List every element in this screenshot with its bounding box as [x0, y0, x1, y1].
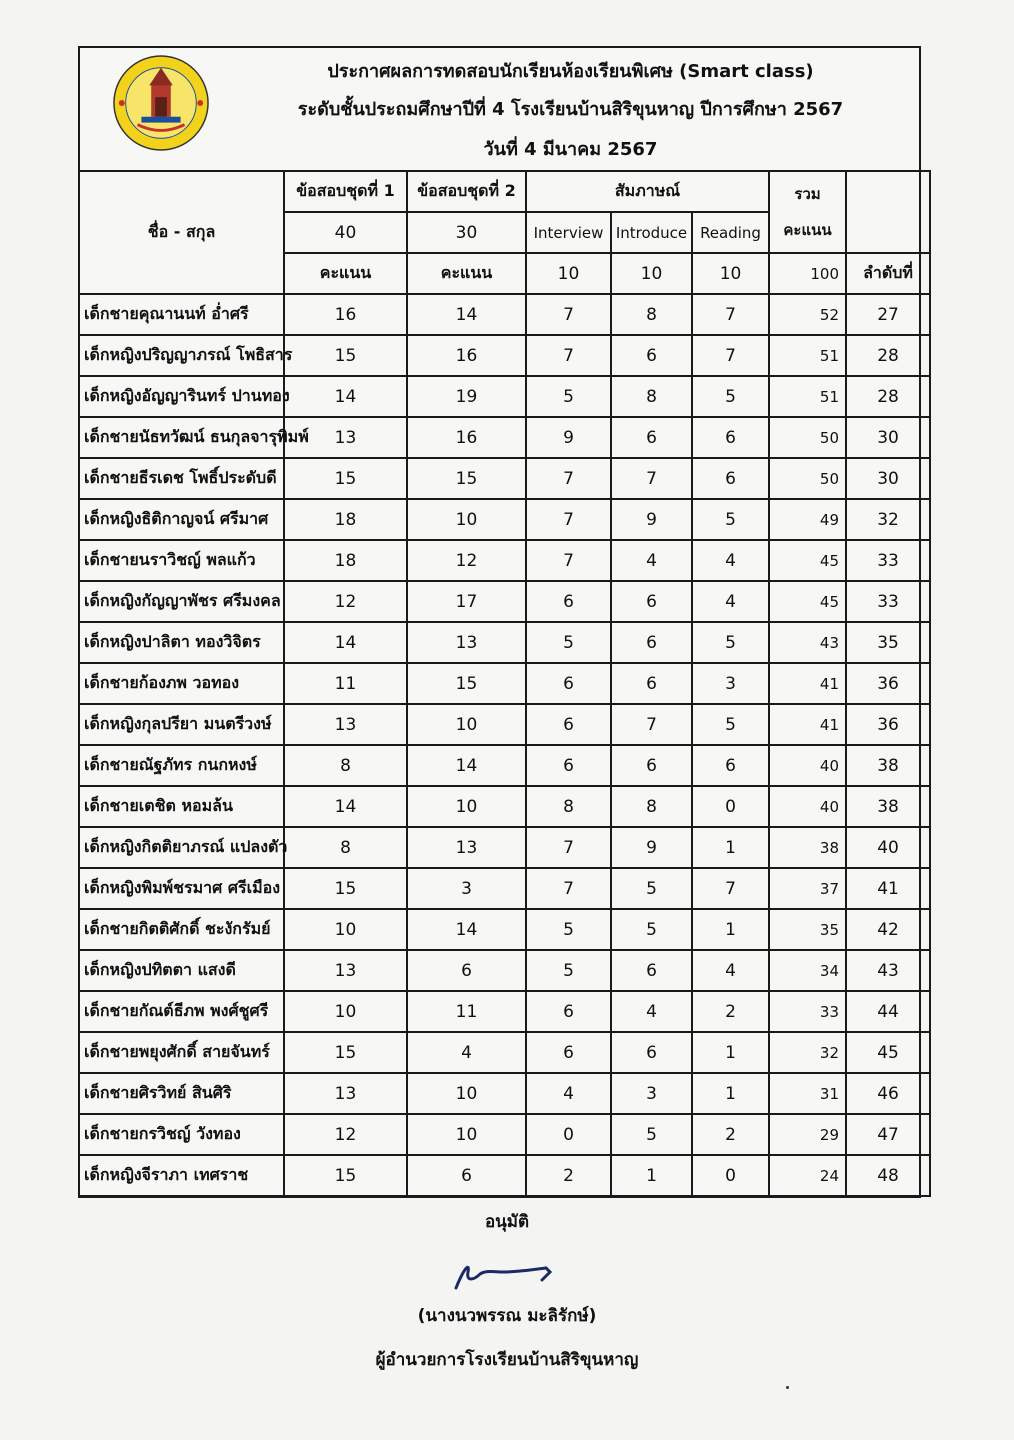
- student-name: เด็กชายเตชิต หอมล้น: [79, 786, 284, 827]
- set1-score: 16: [284, 294, 407, 335]
- total-score: 31: [769, 1073, 846, 1114]
- reading-score: 7: [692, 335, 769, 376]
- paper-speck: [786, 1386, 789, 1389]
- header-interview-max: 10: [526, 253, 611, 294]
- set2-score: 15: [407, 663, 526, 704]
- interview-score: 9: [526, 417, 611, 458]
- introduce-score: 5: [611, 868, 692, 909]
- reading-score: 5: [692, 376, 769, 417]
- total-score: 50: [769, 458, 846, 499]
- total-score: 41: [769, 663, 846, 704]
- header-interview-group: สัมภาษณ์: [526, 171, 769, 212]
- set1-score: 12: [284, 581, 407, 622]
- set2-score: 3: [407, 868, 526, 909]
- table-row: [79, 294, 930, 335]
- set1-score: 14: [284, 622, 407, 663]
- table-row: [79, 1155, 930, 1196]
- set1-score: 15: [284, 1155, 407, 1196]
- reading-score: 1: [692, 1073, 769, 1114]
- reading-score: 6: [692, 458, 769, 499]
- student-name: เด็กชายนัธทวัฒน์ ธนกุลจารุพิมพ์: [79, 417, 284, 458]
- set1-score: 18: [284, 499, 407, 540]
- header-unit1: คะแนน: [284, 253, 407, 294]
- student-name: เด็กหญิงธิติกาญจน์ ศรีมาศ: [79, 499, 284, 540]
- rank: 48: [846, 1155, 930, 1196]
- set2-score: 13: [407, 622, 526, 663]
- introduce-score: 5: [611, 909, 692, 950]
- table-row: [79, 745, 930, 786]
- student-name: เด็กหญิงปทิตตา แสงดี: [79, 950, 284, 991]
- interview-score: 6: [526, 663, 611, 704]
- set2-score: 6: [407, 1155, 526, 1196]
- header-introduce: Introduce: [611, 212, 692, 253]
- interview-score: 7: [526, 294, 611, 335]
- header-set1-max: 40: [284, 212, 407, 253]
- student-name: เด็กชายกัณต์ธีภพ พงศ์ชูศรี: [79, 991, 284, 1032]
- score-table: [78, 170, 931, 1197]
- table-row: [79, 1114, 930, 1155]
- table-row: [79, 950, 930, 991]
- rank: 36: [846, 704, 930, 745]
- reading-score: 1: [692, 827, 769, 868]
- introduce-score: 4: [611, 540, 692, 581]
- rank: 33: [846, 540, 930, 581]
- reading-score: 5: [692, 622, 769, 663]
- interview-score: 6: [526, 1032, 611, 1073]
- total-score: 38: [769, 827, 846, 868]
- introduce-score: 5: [611, 1114, 692, 1155]
- table-row: [79, 704, 930, 745]
- introduce-score: 4: [611, 991, 692, 1032]
- header-set1: ข้อสอบชุดที่ 1: [284, 171, 407, 212]
- interview-score: 7: [526, 499, 611, 540]
- rank: 28: [846, 335, 930, 376]
- student-name: เด็กหญิงปาลิตา ทองวิจิตร: [79, 622, 284, 663]
- set2-score: 11: [407, 991, 526, 1032]
- table-row: [79, 663, 930, 704]
- rank: 45: [846, 1032, 930, 1073]
- rank: 38: [846, 745, 930, 786]
- total-score: 45: [769, 540, 846, 581]
- total-score: 33: [769, 991, 846, 1032]
- student-name: เด็กชายณัฐภัทร กนกหงษ์: [79, 745, 284, 786]
- interview-score: 7: [526, 827, 611, 868]
- interview-score: 6: [526, 991, 611, 1032]
- student-name: เด็กชายกรวิชญ์ วังทอง: [79, 1114, 284, 1155]
- approve-label: อนุมัติ: [484, 1212, 530, 1232]
- header-name: ชื่อ - สกุล: [79, 171, 284, 294]
- announcement-header: [80, 48, 919, 172]
- table-row: [79, 1032, 930, 1073]
- header-rank-spacer: [846, 171, 930, 253]
- introduce-score: 9: [611, 827, 692, 868]
- set1-score: 13: [284, 417, 407, 458]
- rank: 30: [846, 417, 930, 458]
- set1-score: 13: [284, 950, 407, 991]
- table-row: [79, 786, 930, 827]
- set2-score: 10: [407, 786, 526, 827]
- header-interview: Interview: [526, 212, 611, 253]
- rank: 27: [846, 294, 930, 335]
- reading-score: 2: [692, 991, 769, 1032]
- rank: 38: [846, 786, 930, 827]
- total-score: 34: [769, 950, 846, 991]
- table-row: [79, 622, 930, 663]
- interview-score: 0: [526, 1114, 611, 1155]
- introduce-score: 7: [611, 458, 692, 499]
- set2-score: 10: [407, 704, 526, 745]
- set2-score: 10: [407, 1073, 526, 1114]
- set1-score: 10: [284, 991, 407, 1032]
- header-rank: ลำดับที่: [846, 253, 930, 294]
- introduce-score: 9: [611, 499, 692, 540]
- interview-score: 7: [526, 540, 611, 581]
- rank: 35: [846, 622, 930, 663]
- reading-score: 7: [692, 868, 769, 909]
- reading-score: 5: [692, 704, 769, 745]
- set1-score: 13: [284, 1073, 407, 1114]
- header-total-line1: รวม: [794, 185, 821, 203]
- table-row: [79, 499, 930, 540]
- total-score: 41: [769, 704, 846, 745]
- interview-score: 5: [526, 950, 611, 991]
- set2-score: 19: [407, 376, 526, 417]
- interview-score: 5: [526, 909, 611, 950]
- set2-score: 10: [407, 499, 526, 540]
- set2-score: 16: [407, 417, 526, 458]
- student-name: เด็กชายนราวิชญ์ พลแก้ว: [79, 540, 284, 581]
- interview-score: 5: [526, 622, 611, 663]
- interview-score: 8: [526, 786, 611, 827]
- interview-score: 6: [526, 581, 611, 622]
- rank: 42: [846, 909, 930, 950]
- table-row: [79, 581, 930, 622]
- announcement-date: วันที่ 4 มีนาคม 2567: [483, 139, 658, 160]
- header-reading: Reading: [692, 212, 769, 253]
- introduce-score: 6: [611, 950, 692, 991]
- set1-score: 8: [284, 745, 407, 786]
- header-total-line2: คะแนน: [783, 221, 832, 239]
- set2-score: 10: [407, 1114, 526, 1155]
- rank: 47: [846, 1114, 930, 1155]
- rank: 30: [846, 458, 930, 499]
- total-score: 35: [769, 909, 846, 950]
- rank: 33: [846, 581, 930, 622]
- total-score: 45: [769, 581, 846, 622]
- set2-score: 6: [407, 950, 526, 991]
- announcement-frame: [78, 46, 921, 1198]
- total-score: 40: [769, 786, 846, 827]
- signer-position: ผู้อำนวยการโรงเรียนบ้านสิริขุนหาญ: [375, 1350, 639, 1370]
- reading-score: 4: [692, 581, 769, 622]
- table-row: [79, 458, 930, 499]
- interview-score: 7: [526, 458, 611, 499]
- set2-score: 14: [407, 909, 526, 950]
- total-score: 29: [769, 1114, 846, 1155]
- interview-score: 6: [526, 704, 611, 745]
- introduce-score: 6: [611, 335, 692, 376]
- student-name: เด็กหญิงอัญญารินทร์ ปานทอง: [79, 376, 284, 417]
- announcement-title: ประกาศผลการทดสอบนักเรียนห้องเรียนพิเศษ (Smart class): [327, 61, 814, 82]
- reading-score: 0: [692, 786, 769, 827]
- set2-score: 15: [407, 458, 526, 499]
- reading-score: 1: [692, 1032, 769, 1073]
- set1-score: 15: [284, 1032, 407, 1073]
- introduce-score: 3: [611, 1073, 692, 1114]
- signer-name: (นางนวพรรณ มะลิรักษ์): [417, 1306, 597, 1326]
- header-total-max: 100: [769, 253, 846, 294]
- introduce-score: 6: [611, 663, 692, 704]
- set2-score: 4: [407, 1032, 526, 1073]
- rank: 36: [846, 663, 930, 704]
- student-name: เด็กหญิงกุลปรียา มนตรีวงษ์: [79, 704, 284, 745]
- student-name: เด็กหญิงพิมพ์ชรมาศ ศรีเมือง: [79, 868, 284, 909]
- header-reading-max: 10: [692, 253, 769, 294]
- set1-score: 14: [284, 376, 407, 417]
- set2-score: 14: [407, 294, 526, 335]
- rank: 32: [846, 499, 930, 540]
- set1-score: 10: [284, 909, 407, 950]
- reading-score: 1: [692, 909, 769, 950]
- total-score: 49: [769, 499, 846, 540]
- rank: 28: [846, 376, 930, 417]
- table-row: [79, 868, 930, 909]
- introduce-score: 6: [611, 417, 692, 458]
- set1-score: 14: [284, 786, 407, 827]
- set2-score: 16: [407, 335, 526, 376]
- rank: 43: [846, 950, 930, 991]
- reading-score: 6: [692, 417, 769, 458]
- set1-score: 13: [284, 704, 407, 745]
- introduce-score: 6: [611, 745, 692, 786]
- set2-score: 13: [407, 827, 526, 868]
- table-row: [79, 335, 930, 376]
- rank: 46: [846, 1073, 930, 1114]
- table-row: [79, 376, 930, 417]
- header-set2-max: 30: [407, 212, 526, 253]
- set1-score: 15: [284, 335, 407, 376]
- set2-score: 14: [407, 745, 526, 786]
- total-score: 24: [769, 1155, 846, 1196]
- table-row: [79, 991, 930, 1032]
- reading-score: 0: [692, 1155, 769, 1196]
- interview-score: 5: [526, 376, 611, 417]
- interview-score: 2: [526, 1155, 611, 1196]
- introduce-score: 7: [611, 704, 692, 745]
- total-score: 50: [769, 417, 846, 458]
- reading-score: 2: [692, 1114, 769, 1155]
- total-score: 43: [769, 622, 846, 663]
- reading-score: 4: [692, 950, 769, 991]
- set2-score: 17: [407, 581, 526, 622]
- header-unit2: คะแนน: [407, 253, 526, 294]
- total-score: 51: [769, 335, 846, 376]
- introduce-score: 8: [611, 376, 692, 417]
- introduce-score: 1: [611, 1155, 692, 1196]
- set1-score: 15: [284, 868, 407, 909]
- introduce-score: 6: [611, 1032, 692, 1073]
- student-name: เด็กชายธีรเดช โพธิ์ประดับดี: [79, 458, 284, 499]
- student-name: เด็กหญิงปริญญาภรณ์ โพธิสาร: [79, 335, 284, 376]
- reading-score: 4: [692, 540, 769, 581]
- student-name: เด็กชายกิตติศักดิ์ ชะงักรัมย์: [79, 909, 284, 950]
- introduce-score: 6: [611, 622, 692, 663]
- rank: 44: [846, 991, 930, 1032]
- header-set2: ข้อสอบชุดที่ 2: [407, 171, 526, 212]
- header-total: [769, 171, 846, 253]
- student-name: เด็กชายพยุงศักดิ์ สายจันทร์: [79, 1032, 284, 1073]
- introduce-score: 8: [611, 294, 692, 335]
- table-row: [79, 909, 930, 950]
- set1-score: 15: [284, 458, 407, 499]
- interview-score: 7: [526, 868, 611, 909]
- set1-score: 8: [284, 827, 407, 868]
- set2-score: 12: [407, 540, 526, 581]
- total-score: 52: [769, 294, 846, 335]
- rank: 40: [846, 827, 930, 868]
- table-row: [79, 1073, 930, 1114]
- introduce-score: 6: [611, 581, 692, 622]
- interview-score: 7: [526, 335, 611, 376]
- header-introduce-max: 10: [611, 253, 692, 294]
- total-score: 40: [769, 745, 846, 786]
- table-row: [79, 417, 930, 458]
- set1-score: 12: [284, 1114, 407, 1155]
- student-name: เด็กชายคุณานนท์ อ่ำศรี: [79, 294, 284, 335]
- set1-score: 11: [284, 663, 407, 704]
- total-score: 51: [769, 376, 846, 417]
- introduce-score: 8: [611, 786, 692, 827]
- interview-score: 6: [526, 745, 611, 786]
- header-row-1: [79, 171, 930, 212]
- reading-score: 3: [692, 663, 769, 704]
- announcement-subtitle: ระดับชั้นประถมศึกษาปีที่ 4 โรงเรียนบ้านสิริขุนหาญ ปีการศึกษา 2567: [297, 99, 844, 120]
- signature-icon: [446, 1258, 566, 1292]
- set1-score: 18: [284, 540, 407, 581]
- reading-score: 6: [692, 745, 769, 786]
- interview-score: 4: [526, 1073, 611, 1114]
- rank: 41: [846, 868, 930, 909]
- student-name: เด็กหญิงกิตติยาภรณ์ แปลงตัว: [79, 827, 284, 868]
- student-name: เด็กหญิงกัญญาพัชร ศรีมงคล: [79, 581, 284, 622]
- table-row: [79, 540, 930, 581]
- total-score: 37: [769, 868, 846, 909]
- reading-score: 5: [692, 499, 769, 540]
- table-row: [79, 827, 930, 868]
- student-name: เด็กชายก้องภพ วอทอง: [79, 663, 284, 704]
- total-score: 32: [769, 1032, 846, 1073]
- school-logo-icon: [112, 54, 210, 152]
- student-name: เด็กชายศิรวิทย์ สินศิริ: [79, 1073, 284, 1114]
- reading-score: 7: [692, 294, 769, 335]
- student-name: เด็กหญิงจีราภา เทศราช: [79, 1155, 284, 1196]
